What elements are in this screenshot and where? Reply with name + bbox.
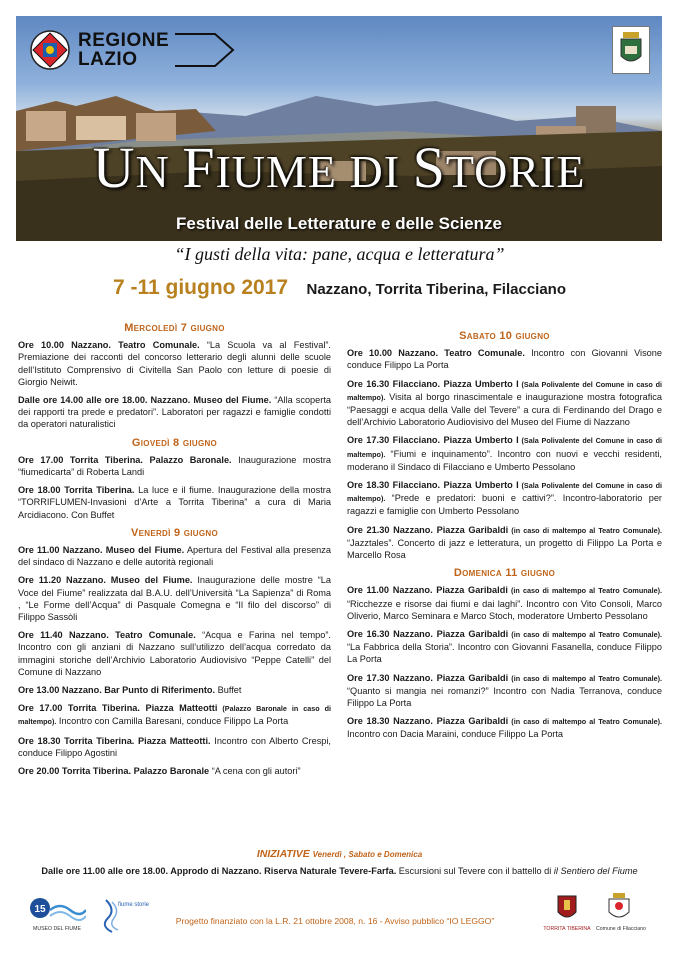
event-item (18, 684, 331, 696)
event-description: Visita al borgo rinascimentale e inaugurazione mostra fotografica “Paesaggi e acqua della Valle del Tevere” a cura di Ferdinando del Drago e dell’Archivio Laboratorio Audiovisivo del Museo del Fiume di Nazzano (347, 391, 662, 428)
event-description: Incontro con Giovanni Visone conduce Filippo La Porta (347, 348, 662, 371)
event-item (347, 479, 662, 518)
event-weather-note: (Sala Polivalente del Comune in caso di maltempo). (347, 379, 662, 402)
day-heading: Domenica 11 giugno (453, 567, 556, 580)
event-weather-note: (in caso di maltempo al Teatro Comunale). (508, 717, 662, 727)
regione-lazio-logo (28, 28, 235, 72)
event-weather-note: (Sala Polivalente del Comune in caso di maltempo). (347, 436, 662, 459)
event-item (18, 394, 331, 431)
day-heading: Mercoledì 7 giugno (124, 322, 225, 334)
event-item (18, 735, 331, 759)
museo-fiume-logo (26, 896, 86, 924)
event-weather-note: (Palazzo Baronale in caso di maltempo). (18, 704, 331, 727)
event-description: Incontro con Camilla Baresani, conduce Filippo La Porta (56, 716, 289, 727)
event-description: “Fiumi e inquinamento”. Incontro con nuovi e vecchi residenti, moderano il Sindaco di Filacciano e Umberto Pessolano (347, 448, 662, 472)
festival-dates (0, 276, 679, 300)
day-heading: Giovedì 8 giugno (131, 436, 218, 449)
event-item (347, 672, 662, 710)
event-item (18, 544, 331, 568)
event-item (18, 574, 331, 623)
event-item (347, 347, 662, 371)
program-right-column (347, 330, 662, 747)
torrita-caption: TORRITA TIBERINA (543, 926, 591, 932)
event-weather-note: (in caso di maltempo al Teatro Comunale). (508, 630, 662, 640)
day-heading: Venerdì 9 giugno (130, 526, 219, 539)
event-weather-note: (Sala Polivalente del Comune in caso di maltempo). (347, 481, 662, 504)
event-item (18, 339, 331, 388)
program-left-column (18, 322, 331, 783)
event-time-place: Ore 11.40 Nazzano. Teatro Comunale. (18, 630, 196, 641)
event-time-place: Ore 11.20 Nazzano. Museo del Fiume. (18, 575, 193, 586)
date-range: 7 -11 giugno 2017 (112, 276, 289, 299)
torrita-crest-icon (556, 894, 578, 922)
event-description: Incontro con Dacia Maraini, conduce Filippo La Porta (347, 729, 564, 740)
initiatives-text-bold: Dalle ore 11.00 alle ore 18.00. Approdo di Nazzano. Riserva Naturale Tevere-Farfa. (41, 866, 397, 876)
event-weather-note: (in caso di maltempo al Teatro Comunale). (508, 673, 662, 683)
lazio-swoosh-icon (175, 28, 235, 72)
festival-title: UN FIUME DI STORIE (92, 135, 586, 200)
region-logo-line1: REGIONE (78, 30, 170, 51)
event-time-place: Ore 20.00 Torrita Tiberina. Palazzo Baronale (18, 766, 210, 777)
museo-logo-number: 15 (34, 904, 46, 915)
event-item (347, 628, 662, 666)
event-item (18, 454, 331, 478)
funding-note: Progetto finanziato con la L.R. 21 ottobre 2008, n. 16 - Avviso pubblico “IO LEGGO” (175, 916, 495, 926)
region-logo-line2: LAZIO (78, 49, 138, 70)
filacciano-crest-icon (606, 892, 632, 922)
event-description: “A cena con gli autori” (209, 766, 301, 777)
event-item (347, 715, 662, 740)
event-time-place: Ore 10.00 Nazzano. Teatro Comunale. (18, 340, 200, 351)
day-heading: Sabato 10 giugno (459, 330, 550, 342)
nazzano-crest (612, 26, 650, 74)
header-banner (16, 16, 662, 241)
event-item (18, 484, 331, 521)
event-time-place: Ore 17.30 Nazzano. Piazza Garibaldi (347, 672, 509, 683)
event-description: Apertura del Festival alla presenza del sindaco di Nazzano e delle autorità regionali (18, 545, 331, 568)
event-time-place: Ore 18.00 Torrita Tiberina. (18, 485, 135, 496)
filacciano-caption: Comune di Filacciano (596, 926, 646, 932)
initiatives-title: INIZIATIVE (256, 848, 310, 860)
event-time-place: Ore 11.00 Nazzano. Piazza Garibaldi (347, 585, 508, 596)
event-item (18, 765, 331, 777)
event-item (347, 524, 662, 562)
crest-icon (616, 30, 646, 70)
event-description: “Jazztales”. Concerto di jazz e letteratura, un progetto di Filippo La Porta e Marcello Rosa (347, 537, 662, 561)
initiatives-text-plain: Escursioni sul Tevere con il battello di (396, 866, 554, 876)
event-item (18, 629, 331, 678)
event-time-place: Ore 10.00 Nazzano. Teatro Comunale. (347, 348, 525, 359)
event-description: “La Fabbrica della Storia”. Incontro con Giovanni Fasanella, conduce Filippo La Porta (347, 642, 662, 665)
event-description: “Acqua e Farina nel tempo”. Incontro con gli anziani di Nazzano sull’utilizzo dell’acqua corredato da immagini storiche dell’Archivio Laboratorio Audiovisivo “Peppe Catelli” del Comune di Nazzano (18, 630, 331, 677)
event-item (347, 378, 662, 429)
event-item (18, 702, 331, 728)
museo-fiume-caption: MUSEO DEL FIUME (33, 926, 81, 932)
event-description: Inaugurazione delle mostre “La Voce del Fiume” realizzata dal B.A.U. dell’Università “La Sapienza” di Roma , “Le Forme dell’Acqua” di Pasquale Comegna e “Il filo del discorso” di Filippo Sassòli (18, 575, 331, 623)
event-weather-note: (in caso di maltempo al Teatro Comunale). (507, 586, 662, 596)
event-description: “La Scuola va al Festival”. Premiazione dei racconti del concorso letterario degli alunni delle scuole dell’Istituto Comprensivo di Civitella San Paolo con letture di poesie di Giorgio Neiwit. (18, 340, 331, 387)
event-description: Incontro con Alberto Crespi, conduce Filippo Agostini (18, 735, 331, 758)
places: Nazzano, Torrita Tiberina, Filacciano (306, 281, 567, 298)
event-time-place: Ore 17.00 Torrita Tiberina. Piazza Matteotti (18, 703, 218, 714)
initiatives-text-italic: il Sentiero del Fiume (553, 866, 638, 876)
event-time-place: Ore 16.30 Nazzano. Piazza Garibaldi (347, 629, 509, 640)
event-description: “Alla scoperta dei rapporti tra prede e predatori”. Laboratori per ragazzi e famiglie condotti da operatori naturalistici (18, 395, 331, 430)
footer (0, 890, 679, 940)
event-time-place: Ore 16.30 Filacciano. Piazza Umberto I (347, 378, 519, 389)
event-time-place: Ore 21.30 Nazzano. Piazza Garibaldi (347, 524, 509, 535)
event-time-place: Ore 18.30 Torrita Tiberina. Piazza Matteotti. (18, 735, 211, 746)
initiatives-heading (0, 848, 679, 860)
festival-subtitle: Festival delle Letterature e delle Scienze (176, 214, 502, 233)
event-description: Inaugurazione mostra “fiumedicarta” di Roberta Landi (18, 454, 331, 478)
event-time-place: Ore 18.30 Nazzano. Piazza Garibaldi (347, 716, 509, 727)
fiume-storie-caption: fiume storie (118, 902, 150, 908)
event-time-place: Ore 11.00 Nazzano. Museo del Fiume. (18, 545, 185, 556)
event-time-place: Dalle ore 14.00 alle ore 18.00. Nazzano. Museo del Fiume. (18, 395, 272, 406)
initiatives-text (0, 866, 679, 876)
initiatives-days: Venerdì , Sabato e Domenica (312, 850, 423, 859)
festival-motto: “I gusti della vita: pane, acqua e letteratura” (174, 244, 505, 264)
event-time-place: Ore 18.30 Filacciano. Piazza Umberto I (347, 480, 519, 491)
event-description: “Ricchezze e risorse dai fiumi e dai laghi”. Incontro con Vito Consoli, Marco Oliverio, Marco Seminara e Marco Stoch, moderatore Umberto Pessolano (347, 598, 662, 621)
event-time-place: Ore 17.00 Torrita Tiberina. Palazzo Baronale. (18, 454, 232, 465)
event-item (347, 584, 662, 622)
event-description: Buffet (215, 685, 242, 696)
event-description: La luce e il fiume. Inaugurazione della mostra “TORRIFLUMEN-Invasioni d’Arte a Torrita Tiberina” a cura di Maria Arcidiacono. Con Buffet (18, 485, 331, 520)
event-description: “Quanto si mangia nei romanzi?” Incontro con Nadia Terranova, conduce Filippo La Porta (347, 685, 662, 709)
event-time-place: Ore 13.00 Nazzano. Bar Punto di Riferimento. (18, 685, 216, 696)
event-description: “Prede e predatori: buoni e cattivi?”. Incontro-laboratorio per ragazzi e famiglie con Umberto Pessolano (347, 493, 662, 517)
lazio-emblem-icon (28, 28, 72, 72)
event-weather-note: (in caso di maltempo al Teatro Comunale). (508, 525, 662, 535)
event-item (347, 434, 662, 473)
event-time-place: Ore 17.30 Filacciano. Piazza Umberto I (347, 435, 519, 446)
